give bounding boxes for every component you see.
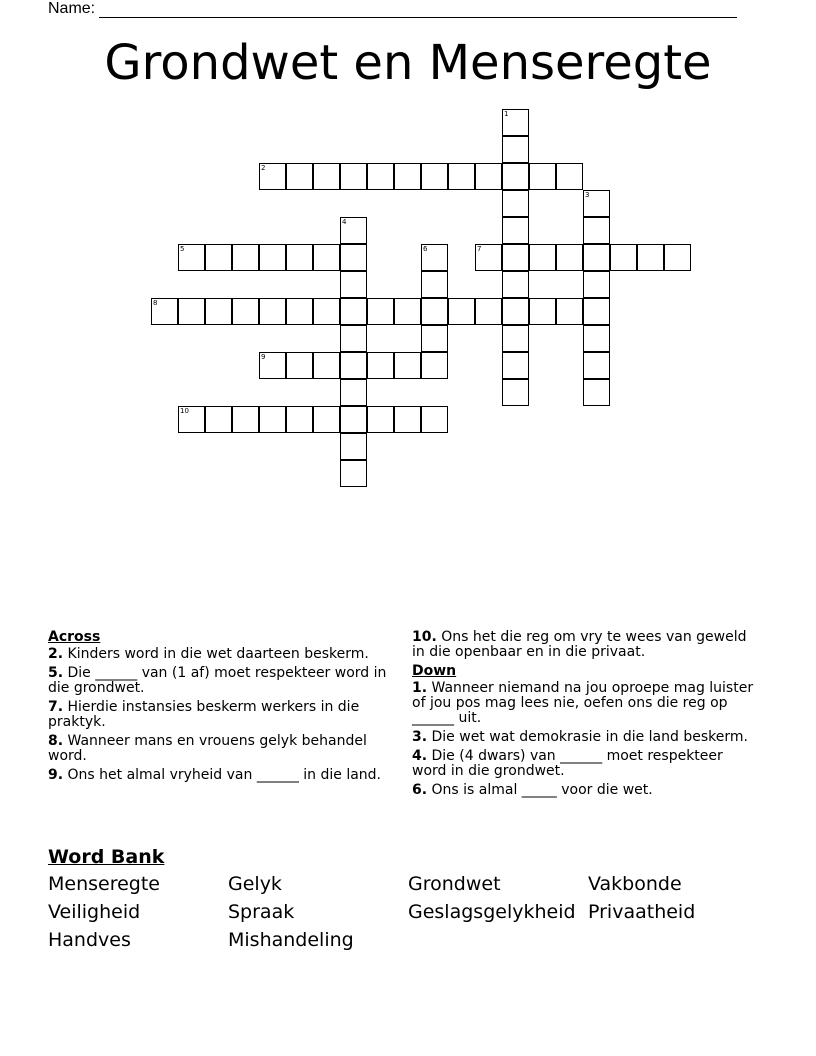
clue-number: 4. [412,748,428,764]
grid-cell[interactable] [340,460,367,487]
grid-cell[interactable] [232,244,259,271]
grid-cell[interactable] [286,163,313,190]
word-bank-item: Menseregte [48,873,160,895]
grid-cell[interactable] [340,298,367,325]
grid-cell[interactable] [313,352,340,379]
grid-cell[interactable] [502,136,529,163]
grid-cell[interactable] [259,163,286,190]
grid-cell[interactable] [502,163,529,190]
grid-cell[interactable] [259,406,286,433]
grid-cell[interactable] [340,271,367,298]
clue-number: 6 [423,245,428,253]
word-bank-item: Veiligheid [48,901,141,923]
grid-cell[interactable] [259,244,286,271]
clue-number: 1 [504,110,509,118]
clue-text: Ons het die reg om vry te wees van geweld in die openbaar en in die privaat. [412,629,747,660]
grid-cell[interactable] [502,352,529,379]
down-clue-list [412,681,757,798]
clues-right-column [412,630,757,802]
grid-cell[interactable] [583,298,610,325]
grid-cell[interactable] [583,271,610,298]
clue-text: Kinders word in die wet daarteen beskerm. [63,646,369,662]
across-clue-list-continued [412,630,757,660]
grid-cell[interactable] [286,406,313,433]
word-bank-item: Mishandeling [228,929,354,951]
clue-number: 7 [477,245,482,253]
grid-cell[interactable] [232,298,259,325]
grid-cell[interactable] [421,163,448,190]
clue-number: 4 [342,218,347,226]
grid-cell[interactable] [340,325,367,352]
grid-cell[interactable] [394,163,421,190]
grid-cell[interactable] [340,379,367,406]
clue-number: 9. [48,767,64,783]
grid-cell[interactable] [583,379,610,406]
grid-cell[interactable] [529,298,556,325]
grid-cell[interactable] [583,244,610,271]
grid-cell[interactable] [205,298,232,325]
grid-cell[interactable] [313,298,340,325]
grid-cell[interactable] [502,109,529,136]
name-label: Name: [48,0,96,17]
grid-cell[interactable] [583,325,610,352]
grid-cell[interactable] [583,352,610,379]
clue-text: Hierdie instansies beskerm werkers in die praktyk. [48,699,360,730]
grid-cell[interactable] [367,298,394,325]
word-bank-item: Grondwet [408,873,501,895]
clue-number: 10. [412,629,437,645]
grid-cell[interactable] [502,244,529,271]
clue-number: 3 [585,191,590,199]
grid-cell[interactable] [286,298,313,325]
grid-cell[interactable] [421,406,448,433]
grid-cell[interactable] [421,325,448,352]
clue [48,700,388,730]
clue-text: Ons is almal _____ voor die wet. [427,782,653,798]
grid-cell[interactable] [340,217,367,244]
clue-text: Die wet wat demokrasie in die land beskerm. [427,729,748,745]
clue-number: 10 [180,407,189,415]
grid-cell[interactable] [610,244,637,271]
clue [412,730,757,745]
clue [412,783,757,798]
grid-cell[interactable] [340,352,367,379]
grid-cell[interactable] [286,352,313,379]
grid-cell[interactable] [178,244,205,271]
grid-cell[interactable] [313,163,340,190]
grid-cell[interactable] [421,244,448,271]
page-title: Grondwet en Menseregte [104,35,712,91]
clue [48,647,388,662]
grid-cell[interactable] [205,244,232,271]
across-heading: Across [48,629,101,645]
clue-number: 1. [412,680,428,696]
clue [412,749,757,779]
grid-cell[interactable] [502,298,529,325]
clue-number: 5 [180,245,185,253]
grid-cell[interactable] [394,298,421,325]
grid-cell[interactable] [313,406,340,433]
grid-cell[interactable] [178,406,205,433]
grid-cell[interactable] [232,406,259,433]
clue-text: Die ______ van (1 af) moet respekteer word in die grondwet. [48,665,387,696]
clues-left-column [48,630,388,787]
clue-number: 9 [261,353,266,361]
word-bank-item: Spraak [228,901,295,923]
grid-cell[interactable] [502,379,529,406]
grid-cell[interactable] [394,352,421,379]
grid-cell[interactable] [448,163,475,190]
grid-cell[interactable] [178,298,205,325]
word-bank [48,873,768,951]
word-bank-item: Handves [48,929,131,951]
grid-cell[interactable] [637,244,664,271]
clue-text: Ons het almal vryheid van ______ in die land. [63,767,382,783]
clue [412,681,757,726]
grid-cell[interactable] [313,244,340,271]
clue-number: 2. [48,646,64,662]
grid-cell[interactable] [529,163,556,190]
grid-cell[interactable] [529,244,556,271]
across-clue-list [48,647,388,783]
grid-cell[interactable] [151,298,178,325]
grid-cell[interactable] [394,406,421,433]
grid-cell[interactable] [367,406,394,433]
grid-cell[interactable] [286,244,313,271]
grid-cell[interactable] [583,190,610,217]
grid-cell[interactable] [475,244,502,271]
grid-cell[interactable] [583,217,610,244]
grid-cell[interactable] [556,244,583,271]
clue-number: 6. [412,782,428,798]
grid-cell[interactable] [448,298,475,325]
word-bank-item: Privaatheid [588,901,696,923]
down-heading: Down [412,663,457,679]
grid-cell[interactable] [664,244,691,271]
grid-cell[interactable] [502,271,529,298]
clue-number: 7. [48,699,64,715]
word-bank-title: Word Bank [48,846,165,868]
clue [48,768,388,783]
clue-number: 3. [412,729,428,745]
clue [48,734,388,764]
clue-text: Wanneer mans en vrouens gelyk behandel word. [48,733,367,764]
grid-cell[interactable] [502,190,529,217]
clue-number: 8 [153,299,158,307]
word-bank-item: Geslagsgelykheid [408,901,576,923]
clue-text: Die (4 dwars) van ______ moet respekteer word in die grondwet. [412,748,723,779]
clue-number: 5. [48,665,64,681]
grid-cell[interactable] [556,163,583,190]
grid-cell[interactable] [421,298,448,325]
clue-number: 8. [48,733,64,749]
grid-cell[interactable] [502,325,529,352]
grid-cell[interactable] [259,352,286,379]
grid-cell[interactable] [340,433,367,460]
word-bank-item: Vakbonde [588,873,682,895]
grid-cell[interactable] [502,217,529,244]
clue [48,666,388,696]
grid-cell[interactable] [205,406,232,433]
grid-cell[interactable] [421,352,448,379]
grid-cell[interactable] [421,271,448,298]
clue [412,630,757,660]
clue-text: Wanneer niemand na jou oproepe mag luister of jou pos mag lees nie, oefen ons die reg op ______ uit. [412,680,754,726]
grid-cell[interactable] [340,163,367,190]
grid-cell[interactable] [475,163,502,190]
grid-cell[interactable] [367,352,394,379]
word-bank-item: Gelyk [228,873,282,895]
grid-cell[interactable] [367,163,394,190]
grid-cell[interactable] [259,298,286,325]
grid-cell[interactable] [475,298,502,325]
grid-cell[interactable] [556,298,583,325]
grid-cell[interactable] [340,406,367,433]
grid-cell[interactable] [340,244,367,271]
clue-number: 2 [261,164,266,172]
